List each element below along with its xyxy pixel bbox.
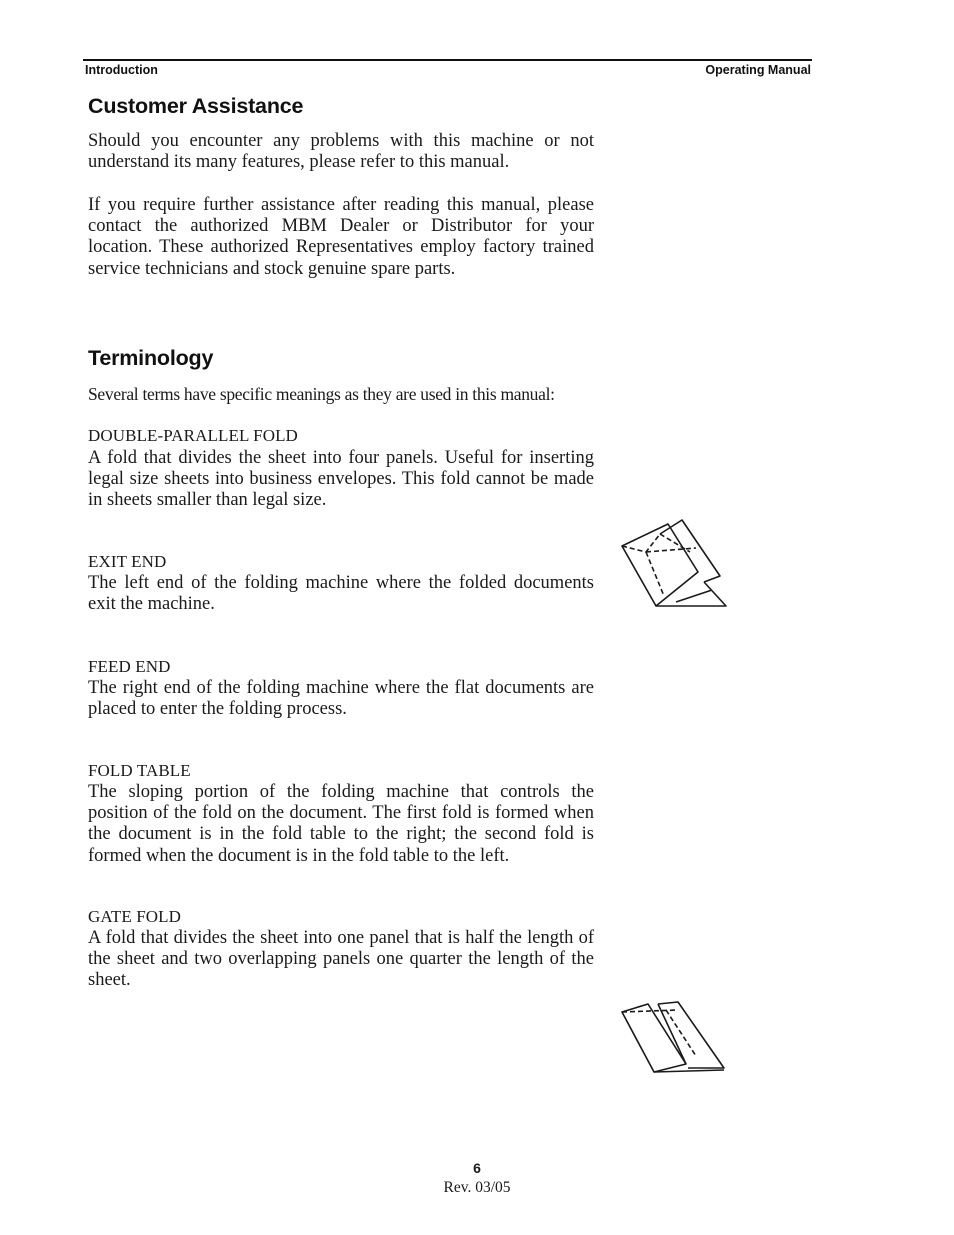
customer-assistance-heading: Customer Assistance bbox=[88, 94, 304, 118]
term-fold-table: FOLD TABLE bbox=[88, 761, 191, 780]
definition-feed-end: The right end of the folding machine where the flat documents are placed to enter the folding process. bbox=[88, 678, 594, 720]
double-parallel-fold-illustration bbox=[612, 510, 736, 614]
term-feed-end: FEED END bbox=[88, 657, 171, 676]
terminology-intro: Several terms have specific meanings as they are used in this manual: bbox=[88, 384, 555, 404]
gate-fold-illustration bbox=[612, 996, 736, 1080]
term-exit-end: EXIT END bbox=[88, 552, 167, 571]
definition-exit-end: The left end of the folding machine where the folded documents exit the machine. bbox=[88, 573, 594, 615]
header-section-title: Introduction bbox=[85, 63, 158, 77]
customer-assistance-para-1: Should you encounter any problems with this machine or not understand its many features, please refer to this manual. bbox=[88, 131, 594, 173]
definition-gate-fold: A fold that divides the sheet into one panel that is half the length of the sheet and two overlapping panels one quarter the length of the sheet. bbox=[88, 928, 594, 991]
term-gate-fold: GATE FOLD bbox=[88, 907, 181, 926]
revision-date: Rev. 03/05 bbox=[443, 1179, 511, 1196]
definition-double-parallel-fold: A fold that divides the sheet into four panels. Useful for inserting legal size sheets into business envelopes. This fold cannot be made in sheets smaller than legal size. bbox=[88, 448, 594, 511]
header-rule bbox=[83, 59, 812, 61]
definition-fold-table: The sloping portion of the folding machine that controls the position of the fold on the document. The first fold is formed when the document is in the fold table to the right; the second fold is formed when the document is in the fold table to the left. bbox=[88, 782, 594, 866]
page-number: 6 bbox=[473, 1160, 481, 1176]
header-manual-title: Operating Manual bbox=[705, 63, 811, 77]
term-double-parallel-fold: DOUBLE-PARALLEL FOLD bbox=[88, 426, 298, 445]
customer-assistance-para-2: If you require further assistance after reading this manual, please contact the authorized MBM Dealer or Distributor for your location. These authorized Representatives employ factory trained service technicians and stock genuine spare parts. bbox=[88, 195, 594, 279]
terminology-heading: Terminology bbox=[88, 346, 214, 370]
